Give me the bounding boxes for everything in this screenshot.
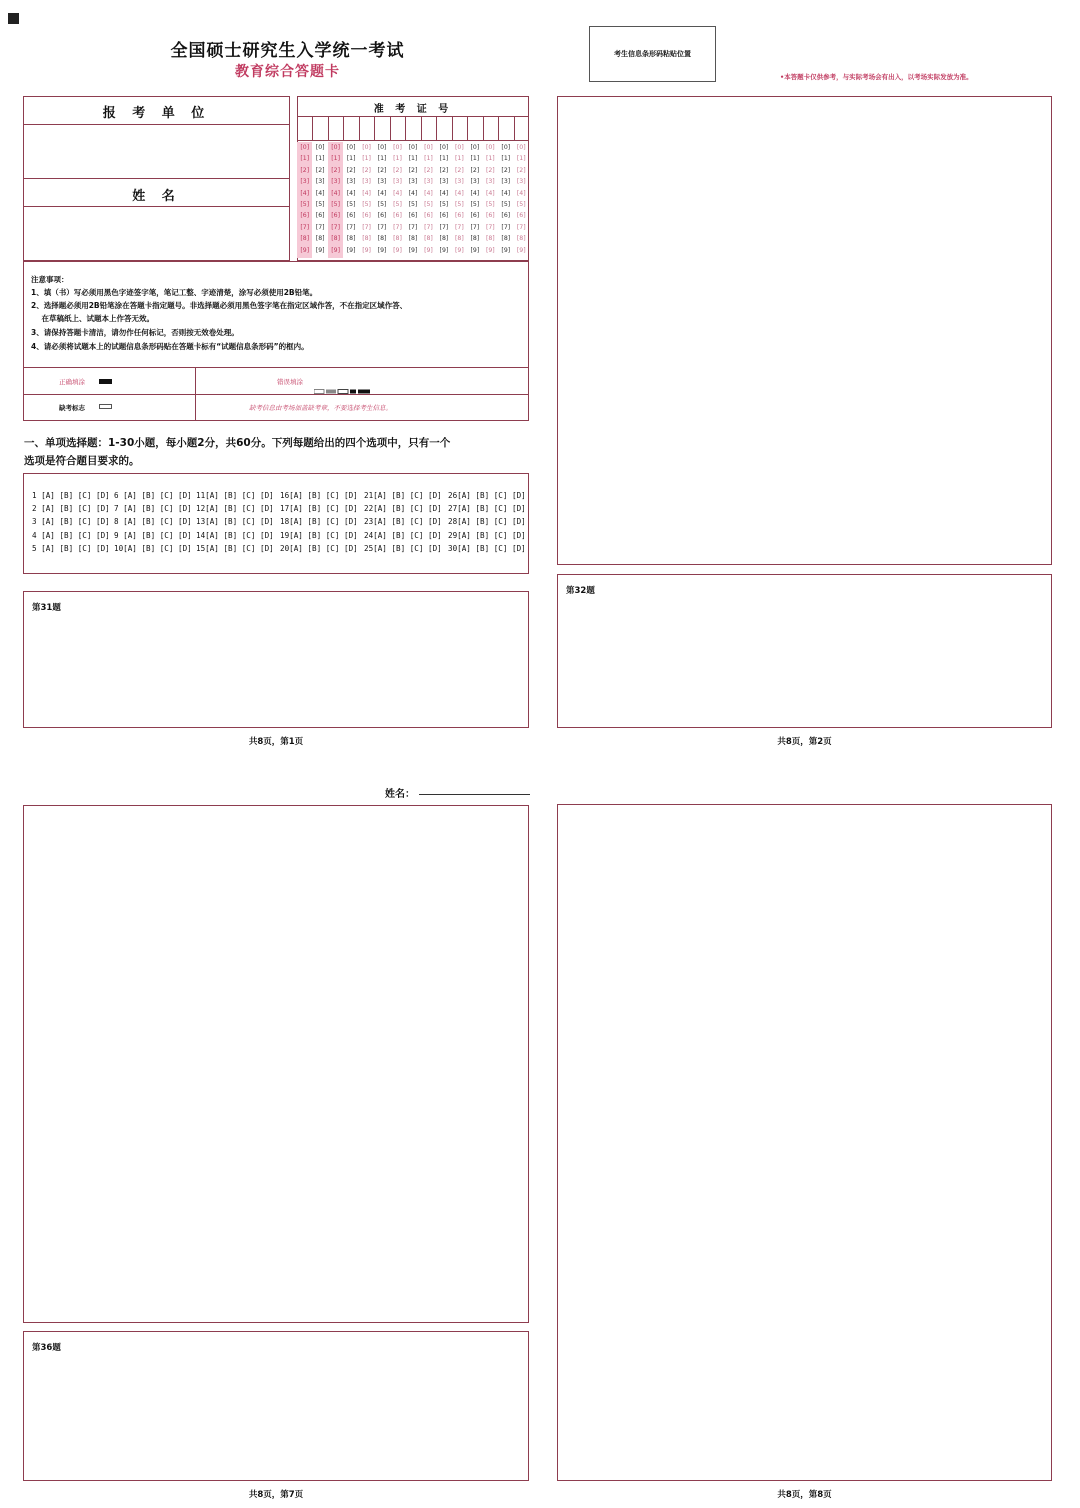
ticket-digit-column[interactable]: [390, 142, 405, 256]
choice-question-row[interactable]: 5 [A] [B] [C] [D]: [32, 543, 110, 553]
ticket-digit-column[interactable]: [328, 142, 343, 258]
ticket-digit-option[interactable]: [0]: [424, 144, 433, 151]
ticket-column-divider: [467, 116, 468, 140]
ticket-column-divider: [328, 116, 329, 140]
ticket-digit-option[interactable]: [7]: [485, 223, 495, 231]
ticket-digit-option[interactable]: [9]: [315, 246, 325, 254]
ticket-digit-option[interactable]: [5]: [315, 201, 325, 209]
page7-name-label: 姓名：: [385, 789, 415, 800]
ticket-digit-option[interactable]: [4]: [331, 189, 341, 197]
choice-question-row[interactable]: 11[A] [B] [C] [D]: [196, 491, 274, 500]
ticket-digit-option[interactable]: [0]: [516, 144, 526, 151]
ticket-digit-option[interactable]: [3]: [346, 178, 356, 186]
ticket-digit-option[interactable]: [3]: [408, 178, 418, 186]
wrong-fill-sample-icon: [314, 379, 370, 384]
ticket-digit-option[interactable]: [5]: [439, 201, 449, 209]
ticket-number-label: 准 考 证 号: [373, 104, 453, 115]
ticket-digit-option[interactable]: [5]: [516, 201, 526, 209]
ticket-column-divider: [421, 116, 422, 140]
ticket-digit-option[interactable]: [7]: [393, 223, 402, 231]
note-4: 4、请必须将试题本上的试题信息条形码贴在答题卡标有“试题信息条形码”的框内。: [31, 342, 309, 351]
ticket-digit-option[interactable]: [1]: [315, 155, 325, 163]
ticket-digit-option[interactable]: [9]: [300, 246, 310, 254]
card-subtitle: 教育综合答题卡: [235, 64, 340, 80]
choice-question-row[interactable]: 29[A] [B] [C] [D]: [448, 530, 526, 540]
ticket-digit-option[interactable]: [6]: [501, 212, 511, 220]
ticket-digit-option[interactable]: [5]: [362, 201, 371, 209]
ticket-digit-option[interactable]: [0]: [300, 144, 310, 151]
ticket-digit-option[interactable]: [1]: [485, 155, 495, 163]
q31-answer-box[interactable]: [23, 591, 529, 728]
q36-answer-box[interactable]: [23, 1331, 529, 1481]
choice-question-row[interactable]: 23[A] [B] [C] [D]: [364, 517, 442, 527]
ticket-digit-column[interactable]: [405, 142, 420, 256]
section1-heading-line2: 选项是符合题目要求的。: [24, 455, 140, 467]
ticket-digit-option[interactable]: [4]: [393, 189, 402, 197]
ticket-column-divider: [312, 116, 313, 140]
page8-number: 共8页，第8页: [777, 1490, 832, 1500]
ticket-digit-grid[interactable]: [297, 116, 529, 261]
ticket-digit-option[interactable]: [9]: [362, 246, 371, 254]
ticket-digit-column[interactable]: [498, 142, 513, 256]
ticket-digit-option[interactable]: [4]: [516, 189, 526, 197]
ticket-digit-option[interactable]: [5]: [408, 201, 418, 209]
absent-checkbox[interactable]: [99, 404, 112, 409]
choice-question-row[interactable]: 20[A] [B] [C] [D]: [280, 543, 358, 553]
ticket-digit-option[interactable]: [9]: [393, 246, 402, 254]
ticket-digit-option[interactable]: [3]: [331, 178, 341, 186]
ticket-digit-option[interactable]: [1]: [516, 155, 526, 163]
ticket-digit-option[interactable]: [5]: [424, 201, 433, 209]
ticket-digit-option[interactable]: [9]: [331, 246, 341, 254]
page7-answer-box-upper[interactable]: [23, 805, 529, 1323]
ticket-digit-option[interactable]: [8]: [331, 235, 341, 243]
ticket-digit-option[interactable]: [6]: [315, 212, 325, 220]
ticket-digit-column[interactable]: [312, 142, 327, 256]
ticket-digit-option[interactable]: [3]: [300, 178, 310, 186]
choice-question-row[interactable]: 22[A] [B] [C] [D]: [364, 504, 442, 514]
ticket-digit-option[interactable]: [7]: [455, 223, 464, 231]
ticket-digit-column[interactable]: [483, 142, 498, 256]
choice-question-row[interactable]: 25[A] [B] [C] [D]: [364, 543, 442, 553]
ticket-column-divider: [436, 116, 437, 140]
ticket-digit-option[interactable]: [7]: [331, 223, 341, 231]
ticket-digit-option[interactable]: [0]: [455, 144, 464, 151]
ticket-digit-option[interactable]: [5]: [501, 201, 511, 209]
ticket-digit-option[interactable]: [6]: [331, 212, 341, 220]
ticket-digit-option[interactable]: [2]: [408, 166, 418, 174]
ticket-digit-option[interactable]: [2]: [516, 166, 526, 174]
name-label: 姓 名: [132, 189, 181, 204]
ticket-digit-option[interactable]: [8]: [485, 235, 495, 243]
choice-grid[interactable]: [23, 473, 529, 574]
choice-question-row[interactable]: 14[A] [B] [C] [D]: [196, 530, 274, 540]
ticket-digit-option[interactable]: [6]: [300, 212, 310, 220]
ticket-digit-option[interactable]: [6]: [408, 212, 418, 220]
ticket-digit-column[interactable]: [359, 142, 374, 256]
ticket-digit-option[interactable]: [9]: [470, 246, 480, 254]
choice-question-row[interactable]: 9 [A] [B] [C] [D]: [114, 530, 192, 540]
ticket-digit-option[interactable]: [5]: [393, 201, 402, 209]
q32-label: 第32题: [566, 586, 595, 596]
wrong-fill-label: 错误填涂: [277, 378, 303, 386]
ticket-digit-option[interactable]: [2]: [470, 166, 480, 174]
ticket-digit-option[interactable]: [0]: [408, 144, 418, 151]
ticket-digit-option[interactable]: [5]: [300, 201, 310, 209]
choice-question-row[interactable]: 16[A] [B] [C] [D]: [280, 491, 358, 500]
ticket-digit-option[interactable]: [2]: [393, 166, 402, 174]
ticket-digit-option[interactable]: [5]: [470, 201, 480, 209]
choice-question-row[interactable]: 28[A] [B] [C] [D]: [448, 517, 526, 527]
notes-title: 注意事项：: [31, 275, 69, 284]
ticket-digit-option[interactable]: [4]: [455, 189, 464, 197]
ticket-column-divider: [452, 116, 453, 140]
ticket-digit-option[interactable]: [7]: [439, 223, 449, 231]
corner-marker: [8, 13, 19, 24]
name-field[interactable]: [25, 208, 288, 259]
ticket-digit-option[interactable]: [1]: [362, 155, 371, 163]
ticket-digit-option[interactable]: [7]: [346, 223, 356, 231]
ticket-digit-option[interactable]: [8]: [300, 235, 310, 243]
ticket-digit-option[interactable]: [3]: [516, 178, 526, 186]
ticket-digit-option[interactable]: [1]: [424, 155, 433, 163]
ticket-digit-option[interactable]: [7]: [516, 223, 526, 231]
ticket-digit-option[interactable]: [8]: [393, 235, 402, 243]
ticket-digit-option[interactable]: [8]: [377, 235, 387, 243]
choice-question-row[interactable]: 21[A] [B] [C] [D]: [364, 491, 442, 500]
choice-question-row[interactable]: 17[A] [B] [C] [D]: [280, 504, 358, 514]
exam-unit-label: 报 考 单 位: [102, 106, 211, 121]
ticket-column-divider: [390, 116, 391, 140]
ticket-digit-option[interactable]: [3]: [315, 178, 325, 186]
ticket-digit-option[interactable]: [4]: [408, 189, 418, 197]
ticket-digit-option[interactable]: [0]: [331, 144, 341, 151]
correct-fill-label: 正确填涂: [59, 378, 85, 386]
ticket-digit-option[interactable]: [0]: [501, 144, 511, 151]
page7-number: 共8页，第7页: [248, 1490, 304, 1500]
ticket-digit-option[interactable]: [0]: [377, 144, 387, 151]
ticket-digit-option[interactable]: [1]: [377, 155, 387, 163]
ticket-digit-option[interactable]: [2]: [424, 166, 433, 174]
ticket-digit-option[interactable]: [6]: [516, 212, 526, 220]
ticket-digit-option[interactable]: [3]: [424, 178, 433, 186]
ticket-digit-option[interactable]: [3]: [439, 178, 449, 186]
exam-title: 全国硕士研究生入学统一考试: [170, 41, 405, 61]
notice-text: •本答题卡仅供参考，与实际考场会有出入，以考场实际发放为准。: [780, 73, 973, 81]
ticket-column-divider: [374, 116, 375, 140]
ticket-digit-option[interactable]: [1]: [408, 155, 418, 163]
ticket-digit-option[interactable]: [3]: [470, 178, 480, 186]
choice-question-row[interactable]: 30[A] [B] [C] [D]: [448, 543, 526, 553]
ticket-digit-option[interactable]: [8]: [470, 235, 480, 243]
ticket-digit-option[interactable]: [5]: [346, 201, 356, 209]
ticket-digit-option[interactable]: [6]: [439, 212, 449, 220]
page2-number: 共8页，第2页: [777, 737, 832, 747]
ticket-digit-option[interactable]: [2]: [377, 166, 387, 174]
ticket-digit-option[interactable]: [6]: [470, 212, 480, 220]
ticket-digit-option[interactable]: [1]: [346, 155, 356, 163]
ticket-digit-option[interactable]: [2]: [501, 166, 511, 174]
ticket-digit-option[interactable]: [4]: [439, 189, 449, 197]
ticket-digit-option[interactable]: [9]: [516, 246, 526, 254]
ticket-digit-option[interactable]: [1]: [331, 155, 341, 163]
choice-question-row[interactable]: 6 [A] [B] [C] [D]: [114, 491, 192, 500]
ticket-digit-option[interactable]: [5]: [485, 201, 495, 209]
ticket-digit-option[interactable]: [0]: [362, 144, 371, 151]
page2-answer-box-upper[interactable]: [557, 96, 1052, 565]
choice-question-row[interactable]: 8 [A] [B] [C] [D]: [114, 517, 192, 527]
ticket-digit-column[interactable]: [343, 142, 358, 256]
ticket-digit-option[interactable]: [4]: [346, 189, 356, 197]
ticket-digit-option[interactable]: [2]: [362, 166, 371, 174]
ticket-digit-column[interactable]: [297, 142, 312, 258]
ticket-digit-option[interactable]: [6]: [424, 212, 433, 220]
ticket-digit-option[interactable]: [8]: [424, 235, 433, 243]
ticket-digit-option[interactable]: [2]: [315, 166, 325, 174]
q31-label: 第31题: [32, 603, 61, 613]
ticket-digit-option[interactable]: [1]: [439, 155, 449, 163]
note-2-cont: 在草稿纸上、试题本上作答无效。: [31, 314, 154, 323]
ticket-digit-option[interactable]: [8]: [439, 235, 449, 243]
ticket-digit-option[interactable]: [4]: [424, 189, 433, 197]
choice-question-row[interactable]: 18[A] [B] [C] [D]: [280, 517, 358, 527]
ticket-digit-option[interactable]: [9]: [377, 246, 387, 254]
choice-question-row[interactable]: 19[A] [B] [C] [D]: [280, 530, 358, 540]
choice-question-row[interactable]: 15[A] [B] [C] [D]: [196, 543, 274, 553]
ticket-column-divider: [483, 116, 484, 140]
ticket-digit-option[interactable]: [9]: [424, 246, 433, 254]
choice-question-row[interactable]: 10[A] [B] [C] [D]: [114, 543, 192, 553]
page8-answer-box[interactable]: [557, 804, 1052, 1481]
ticket-digit-column[interactable]: [374, 142, 389, 256]
ticket-digit-option[interactable]: [8]: [408, 235, 418, 243]
ticket-digit-option[interactable]: [8]: [516, 235, 526, 243]
ticket-digit-option[interactable]: [7]: [408, 223, 418, 231]
ticket-digit-option[interactable]: [2]: [346, 166, 356, 174]
ticket-digit-option[interactable]: [7]: [300, 223, 310, 231]
ticket-digit-option[interactable]: [9]: [346, 246, 356, 254]
ticket-digit-option[interactable]: [4]: [315, 189, 325, 197]
ticket-digit-option[interactable]: [6]: [485, 212, 495, 220]
ticket-digit-option[interactable]: [1]: [455, 155, 464, 163]
choice-question-row[interactable]: 13[A] [B] [C] [D]: [196, 517, 274, 527]
ticket-digit-option[interactable]: [3]: [393, 178, 402, 186]
ticket-digit-option[interactable]: [9]: [501, 246, 511, 254]
q32-answer-box[interactable]: [557, 574, 1052, 728]
q36-label: 第36题: [32, 1343, 61, 1353]
ticket-digit-option[interactable]: [8]: [346, 235, 356, 243]
ticket-digit-option[interactable]: [6]: [362, 212, 371, 220]
absent-label: 缺考标志: [59, 404, 85, 412]
ticket-digit-option[interactable]: [0]: [485, 144, 495, 151]
ticket-digit-option[interactable]: [0]: [346, 144, 356, 151]
ticket-digit-option[interactable]: [8]: [501, 235, 511, 243]
ticket-digit-option[interactable]: [9]: [408, 246, 418, 254]
ticket-digit-column[interactable]: [514, 142, 529, 256]
ticket-digit-option[interactable]: [2]: [455, 166, 464, 174]
ticket-digit-option[interactable]: [4]: [362, 189, 371, 197]
ticket-digit-option[interactable]: [4]: [501, 189, 511, 197]
ticket-digit-column[interactable]: [467, 142, 482, 256]
ticket-digit-option[interactable]: [7]: [362, 223, 371, 231]
choice-question-row[interactable]: 1 [A] [B] [C] [D]: [32, 491, 110, 500]
ticket-digit-option[interactable]: [4]: [485, 189, 495, 197]
ticket-digit-option[interactable]: [0]: [439, 144, 449, 151]
choice-question-row[interactable]: 24[A] [B] [C] [D]: [364, 530, 442, 540]
ticket-digit-option[interactable]: [3]: [485, 178, 495, 186]
ticket-digit-option[interactable]: [2]: [331, 166, 341, 174]
ticket-digit-option[interactable]: [5]: [377, 201, 387, 209]
ticket-digit-option[interactable]: [4]: [377, 189, 387, 197]
ticket-digit-option[interactable]: [8]: [362, 235, 371, 243]
ticket-digit-option[interactable]: [1]: [300, 155, 310, 163]
correct-fill-sample-icon: [99, 379, 112, 384]
choice-question-row[interactable]: 12[A] [B] [C] [D]: [196, 504, 274, 514]
ticket-digit-option[interactable]: [2]: [439, 166, 449, 174]
exam-unit-field[interactable]: [25, 126, 288, 176]
ticket-digit-option[interactable]: [4]: [300, 189, 310, 197]
choice-question-row[interactable]: 7 [A] [B] [C] [D]: [114, 504, 192, 514]
ticket-digit-option[interactable]: [7]: [315, 223, 325, 231]
ticket-digit-option[interactable]: [7]: [501, 223, 511, 231]
page1-number: 共8页，第1页: [248, 737, 304, 747]
ticket-digit-option[interactable]: [9]: [439, 246, 449, 254]
barcode-label: 考生信息条形码粘贴位置: [614, 49, 691, 58]
note-1: 1、填（书）写必须用黑色字迹签字笔，笔记工整、字迹清楚，涂写必须使用2B铅笔。: [31, 288, 318, 297]
ticket-column-divider: [514, 116, 515, 140]
ticket-digit-option[interactable]: [7]: [424, 223, 433, 231]
ticket-digit-column[interactable]: [421, 142, 436, 256]
ticket-digit-option[interactable]: [1]: [393, 155, 402, 163]
ticket-digit-option[interactable]: [3]: [362, 178, 371, 186]
ticket-digit-option[interactable]: [3]: [455, 178, 464, 186]
choice-question-row[interactable]: 3 [A] [B] [C] [D]: [32, 517, 110, 527]
ticket-digit-option[interactable]: [3]: [377, 178, 387, 186]
choice-question-row[interactable]: 26[A] [B] [C] [D]: [448, 491, 526, 500]
choice-question-row[interactable]: 27[A] [B] [C] [D]: [448, 504, 526, 514]
choice-question-row[interactable]: 4 [A] [B] [C] [D]: [32, 530, 110, 540]
choice-question-row[interactable]: 2 [A] [B] [C] [D]: [32, 504, 110, 514]
ticket-digit-column[interactable]: [452, 142, 467, 256]
ticket-digit-option[interactable]: [7]: [470, 223, 480, 231]
ticket-digit-option[interactable]: [6]: [377, 212, 387, 220]
ticket-digit-option[interactable]: [0]: [470, 144, 480, 151]
ticket-digit-option[interactable]: [2]: [300, 166, 310, 174]
page7-name-field[interactable]: [419, 794, 530, 795]
ticket-digit-option[interactable]: [1]: [470, 155, 480, 163]
ticket-digit-option[interactable]: [9]: [485, 246, 495, 254]
note-2: 2、选择题必须用2B铅笔涂在答题卡指定题号。非选择题必须用黑色签字笔在指定区域作答，不在指定区域作答、: [31, 301, 408, 310]
ticket-digit-option[interactable]: [5]: [455, 201, 464, 209]
ticket-digit-option[interactable]: [4]: [470, 189, 480, 197]
ticket-column-divider: [343, 116, 344, 140]
ticket-digit-column[interactable]: [436, 142, 451, 256]
ticket-digit-option[interactable]: [9]: [455, 246, 464, 254]
ticket-digit-option[interactable]: [3]: [501, 178, 511, 186]
ticket-column-divider: [359, 116, 360, 140]
ticket-digit-option[interactable]: [8]: [315, 235, 325, 243]
ticket-digit-option[interactable]: [6]: [455, 212, 464, 220]
section1-heading: 一、单项选择题：1-30小题，每小题2分，共60分。下列每题给出的四个选项中，只有一个: [24, 437, 451, 449]
ticket-digit-option[interactable]: [0]: [393, 144, 402, 151]
ticket-digit-option[interactable]: [6]: [346, 212, 356, 220]
note-3: 3、请保持答题卡清洁，请勿作任何标记，否则按无效卷处理。: [31, 328, 239, 337]
ticket-digit-option[interactable]: [7]: [377, 223, 387, 231]
ticket-digit-option[interactable]: [6]: [393, 212, 402, 220]
ticket-digit-option[interactable]: [8]: [455, 235, 464, 243]
ticket-digit-option[interactable]: [0]: [315, 144, 325, 151]
ticket-digit-option[interactable]: [2]: [485, 166, 495, 174]
ticket-digit-option[interactable]: [1]: [501, 155, 511, 163]
ticket-column-divider: [498, 116, 499, 140]
ticket-digit-option[interactable]: [5]: [331, 201, 341, 209]
ticket-column-divider: [405, 116, 406, 140]
absent-note: 缺考信息由考场加盖缺考章，不要选择考生信息。: [249, 404, 392, 412]
